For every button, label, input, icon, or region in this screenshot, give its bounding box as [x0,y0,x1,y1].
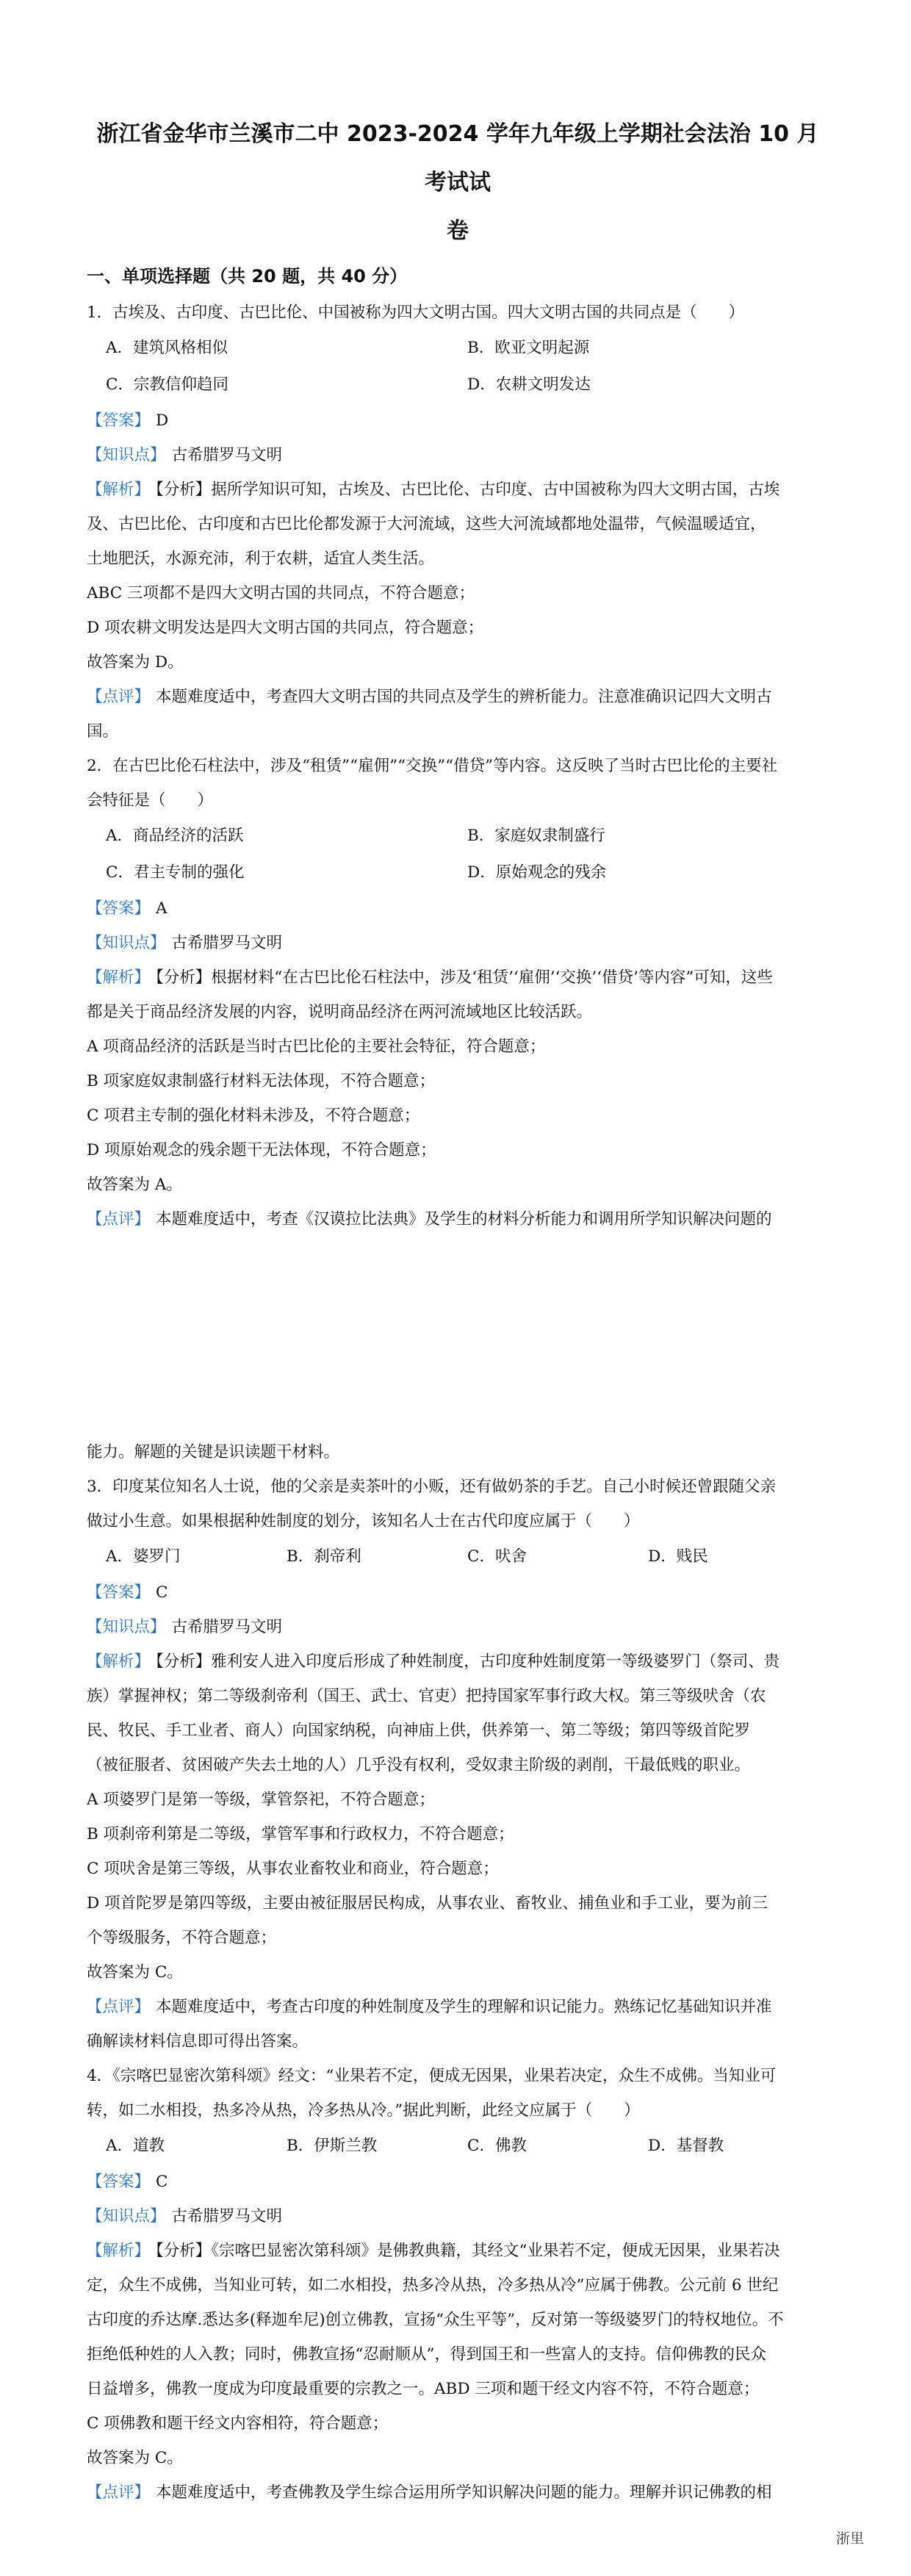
question-stem: 2．在古巴比伦石柱法中，涉及“租赁”“雇佣”“交换”“借贷”等内容。这反映了当时古巴比伦的主要社 [87,757,778,775]
analysis-text: C 项君主专制的强化材料未涉及，不符合题意； [87,1107,420,1125]
question-stem: 会特征是（ ） [87,791,214,810]
analysis-text: A 项商品经济的活跃是当时古巴比伦的主要社会特征，符合题意； [87,1037,546,1056]
analysis-text: ABC 三项都不是四大文明古国的共同点，不符合题意； [87,584,475,602]
answer-label: 【答案】 [87,1583,151,1602]
answer-label: 【答案】 [87,2173,151,2191]
review-text: 本题难度适中，考查四大文明古国的共同点及学生的辨析能力。注意准确识记四大文明古 [156,688,772,706]
answer-value: C [156,2173,168,2191]
review-label: 【点评】 [87,1998,151,2016]
title-line-2: 卷 [447,218,469,244]
knowledge-label: 【知识点】 [87,446,166,464]
review-line [87,1990,829,2024]
answer-line [87,403,829,438]
knowledge-line [87,926,829,960]
option-a: A．道教 [106,2137,165,2155]
analysis-text: 拒绝低种姓的人入教；同时，佛教宣扬“忍耐顺从”，得到国王和一些富人的支持。信仰佛教的民众 [87,2345,766,2364]
page-footer: 浙里 [835,2530,864,2547]
analysis-text: B 项刹帝利第是二等级，掌管军事和行政权力，不符合题意； [87,1825,514,1843]
review-text: 本题难度适中，考查《汉谟拉比法典》及学生的材料分析能力和调用所学知识解决问题的 [156,1210,772,1228]
option-b: B．欧亚文明起源 [467,339,590,357]
knowledge-label: 【知识点】 [87,934,166,952]
answer-line [87,891,829,926]
analysis-text: 民、牧民、手工业者、商人）向国家纳税，向神庙上供，供养第一、第二等级；第四等级首陀罗 [87,1721,751,1740]
option-c: C．佛教 [467,2137,527,2155]
analysis-text: 【分析】《宗喀巴显密次第科颂》是佛教典籍，其经文“业果若不定，便成无因果，业果若决 [156,2242,780,2260]
question-stem: 4．《宗喀巴显密次第科颂》经文：“业果若不定，便成无因果，业果若决定，众生不成佛。当知业可 [87,2067,777,2085]
options [87,1539,829,1575]
review-line [87,2475,829,2510]
analysis-text: D 项原始观念的残余题干无法体现，不符合题意； [87,1141,436,1159]
analysis-text: C 项吠舍是第三等级，从事农业畜牧业和商业，符合题意； [87,1860,499,1878]
knowledge-value: 古希腊罗马文明 [171,934,283,952]
analysis-text: 定，众生不成佛，当知业可转，如二水相投，热多冷从热，冷多热从冷”应属于佛教。公元前 6 世纪 [87,2276,779,2295]
question-4 [87,2059,829,2510]
analysis-text: 故答案为 C。 [87,2449,183,2467]
knowledge-value: 古希腊罗马文明 [171,446,283,464]
knowledge-line [87,438,829,472]
option-d: D．贱民 [648,1547,708,1566]
analysis-label: 【解析】 [87,2242,151,2260]
knowledge-line [87,1610,829,1644]
analysis-text: 古印度的乔达摩.悉达多(释迦牟尼)创立佛教，宣扬“众生平等”，反对第一等级婆罗门的特权地位。不 [87,2311,784,2329]
review-text: 能力。解题的关键是识读题干材料。 [87,1443,340,1461]
question-3 [87,1469,829,2059]
question-stem: 1．古埃及、古印度、古巴比伦、中国被称为四大文明古国。四大文明古国的共同点是（ ） [87,303,745,322]
title-line-1: 浙江省金华市兰溪市二中 2023-2024 学年九年级上学期社会法治 10 月考试试 [96,121,819,195]
analysis-text: 日益增多，佛教一度成为印度最重要的宗教之一。ABD 三项和题干经文内容不符，不符合题意； [87,2380,760,2398]
knowledge-value: 古希腊罗马文明 [171,2207,283,2226]
review-label: 【点评】 [87,688,151,706]
analysis-label: 【解析】 [87,1652,151,1671]
question-stem: 3．印度某位知名人士说，他的父亲是卖茶叶的小贩，还有做奶茶的手艺。自己小时候还曾跟随父亲 [87,1478,777,1496]
analysis-label: 【解析】 [87,968,151,987]
analysis-line [87,2234,829,2268]
analysis-text: 故答案为 D。 [87,653,184,672]
option-c: C．宗教信仰趋同 [106,375,228,394]
option-c: C．吠舍 [467,1547,527,1566]
review-text: 确解读材料信息即可得出答案。 [87,2032,309,2051]
analysis-text: 【分析】据所学知识可知，古埃及、古巴比伦、古印度、古中国被称为四大文明古国，古埃 [156,481,780,499]
option-c: C．君主专制的强化 [106,863,245,882]
analysis-text: C 项佛教和题干经文内容相符，符合题意； [87,2414,389,2433]
analysis-text: 族）掌握神权；第二等级刹帝利（国王、武士、官吏）把持国家军事行政大权。第三等级吠舍（农 [87,1687,766,1705]
analysis-text: 土地肥沃，水源充沛，利于农耕，适宜人类生活。 [87,550,435,568]
analysis-text: 故答案为 A。 [87,1176,182,1194]
knowledge-label: 【知识点】 [87,1618,166,1636]
analysis-text: D 项首陀罗是第四等级，主要由被征服居民构成，从事农业、畜牧业、捕鱼业和手工业，要为前三 [87,1894,768,1913]
options [87,330,829,403]
option-d: D．农耕文明发达 [467,375,591,394]
question-1 [87,295,829,749]
analysis-text: 【分析】根据材料“在古巴比伦石柱法中，涉及‘租赁’‘雇佣’‘交换’‘借贷’等内容”可知，这些 [156,968,773,987]
review-label: 【点评】 [87,1210,151,1228]
question-stem: 转，如二水相投，热多冷从热，冷多热从冷。”据此判断，此经文应属于（ ） [87,2101,640,2120]
answer-value: C [156,1583,168,1602]
knowledge-line [87,2199,829,2234]
answer-label: 【答案】 [87,411,151,430]
document-title [87,110,829,256]
answer-line [87,1575,829,1610]
knowledge-label: 【知识点】 [87,2207,166,2226]
option-d: D．基督教 [648,2137,724,2155]
analysis-text: 【分析】雅利安人进入印度后形成了种姓制度，古印度种姓制度第一等级婆罗门（祭司、贵 [156,1652,780,1671]
option-b: B．家庭奴隶制盛行 [467,827,605,845]
analysis-text: 故答案为 C。 [87,1963,183,1982]
review-line [87,1202,829,1237]
analysis-label: 【解析】 [87,481,151,499]
review-line [87,680,829,714]
options [87,818,829,891]
analysis-text: 及、古巴比伦、古印度和古巴比伦都发源于大河流域，这些大河流域都地处温带，气候温暖适宜， [87,515,766,533]
analysis-line [87,960,829,995]
page-gap [87,1237,829,1435]
option-a: A．商品经济的活跃 [106,827,244,845]
option-b: B．伊斯兰教 [287,2137,378,2155]
answer-label: 【答案】 [87,899,151,918]
analysis-text: B 项家庭奴隶制盛行材料无法体现，不符合题意； [87,1072,436,1090]
review-text: 本题难度适中，考查佛教及学生综合运用所学知识解决问题的能力。理解并识记佛教的相 [156,2483,772,2502]
review-label: 【点评】 [87,2483,151,2502]
analysis-line [87,1644,829,1679]
knowledge-value: 古希腊罗马文明 [171,1618,283,1636]
analysis-text: 个等级服务，不符合题意； [87,1929,277,1947]
option-a: A．婆罗门 [106,1547,181,1566]
exam-page [87,96,829,2510]
section-heading: 一、单项选择题（共 20 题，共 40 分） [87,266,408,287]
answer-value: A [156,899,168,918]
option-b: B．刹帝利 [287,1547,361,1566]
option-d: D．原始观念的残余 [467,863,607,882]
options [87,2128,829,2165]
option-a: A．建筑风格相似 [106,339,228,357]
analysis-text: D 项农耕文明发达是四大文明古国的共同点，符合题意； [87,619,484,637]
review-text: 本题难度适中，考查古印度的种姓制度及学生的理解和识记能力。熟练记忆基础知识并准 [156,1998,772,2016]
analysis-text: A 项婆罗门是第一等级，掌管祭祀，不符合题意； [87,1791,435,1809]
analysis-line [87,472,829,507]
question-stem: 做过小生意。如果根据种姓制度的划分，该知名人士在古代印度应属于（ ） [87,1512,640,1530]
review-text: 国。 [87,722,119,741]
analysis-text: （被征服者、贫困破产失去土地的人）几乎没有权利，受奴隶主阶级的剥削，干最低贱的职业。 [87,1756,751,1774]
answer-line [87,2165,829,2199]
question-2 [87,749,829,1469]
answer-value: D [156,411,169,430]
analysis-text: 都是关于商品经济发展的内容，说明商品经济在两河流域地区比较活跃。 [87,1003,593,1021]
